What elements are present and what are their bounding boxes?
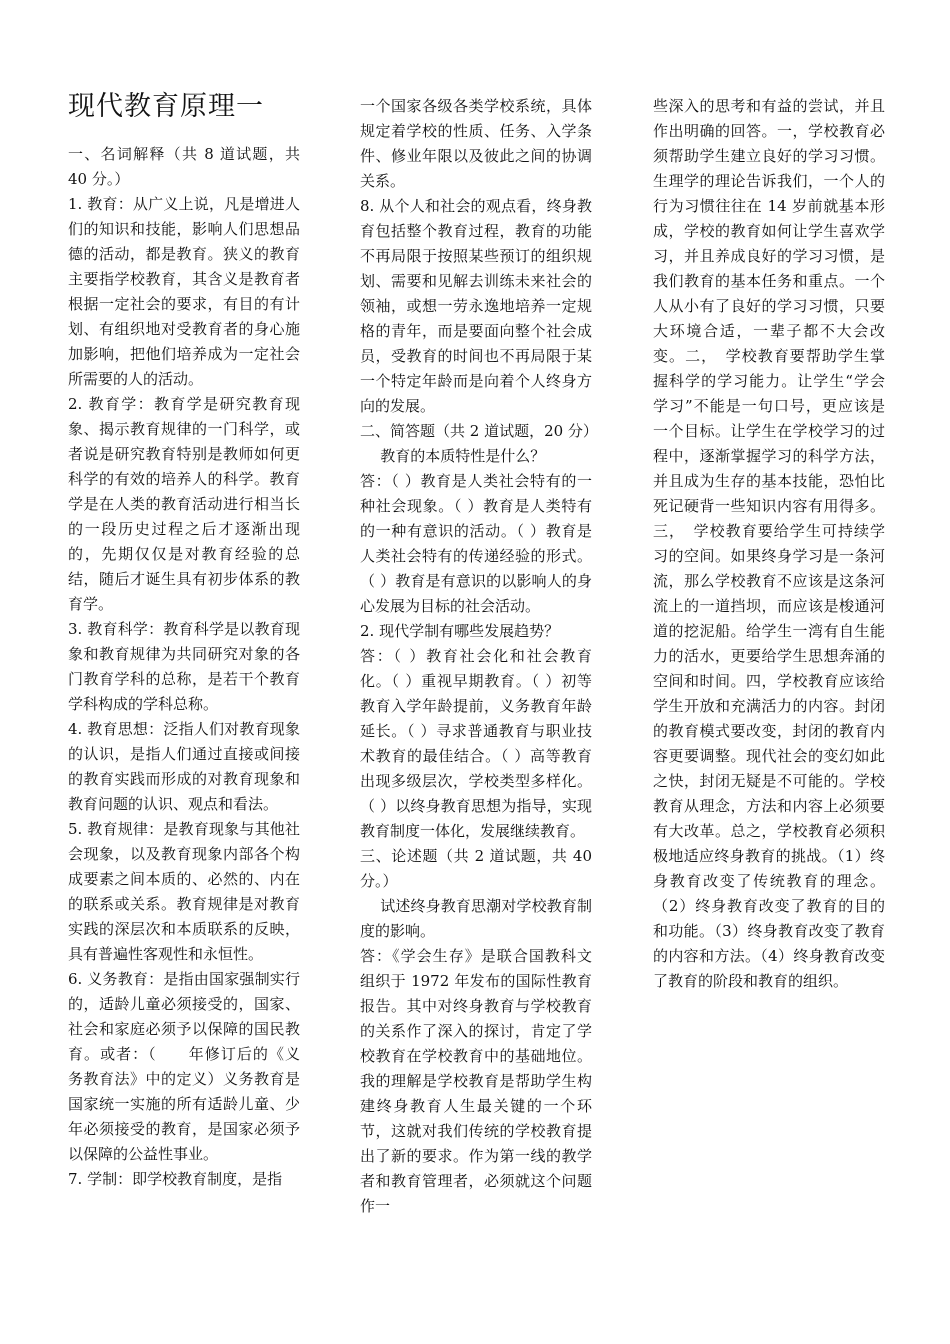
column-3 [653, 94, 885, 994]
answer-1: 答：（ ）教育是人类社会特有的一种社会现象。（ ）教育是人类特有的一种有意识的活动。（ ）教育是人类社会特有的传递经验的形式。（ ）教育是有意识的以影响人的身心发展为目标的社会活动。 [360, 472, 592, 615]
term-7-continued: 一个国家各级各类学校系统，具体规定着学校的性质、任务、入学条件、修业年限以及彼此之间的协调关系。 [360, 97, 592, 190]
term-8-lifelong-education: 8. 从个人和社会的观点看，终身教育包括整个教育过程，教育的功能不再局限于按照某些预订的组织规划、需要和见解去训练未来社会的领袖，或想一劳永逸地培养一定规格的青年，而是要面向整个社会成员，受教育的时间也不再局限于某一个特定年龄而是向着个人终身方向的发展。 [360, 197, 592, 415]
column-2 [360, 94, 598, 1219]
term-6-compulsory-education: 6. 义务教育：是指由国家强制实行的，适龄儿童必须接受的，国家、社会和家庭必须予以保障的国民教育。或者：（ 年修订后的《义务教育法》中的定义）义务教育是国家统一实施的所有适龄儿童、少年必须接受的教育，是国家必须予以保障的公益性事业。 [68, 970, 300, 1163]
answer-2: 答：（ ）教育社会化和社会教育化。（ ）重视早期教育。（ ）初等教育入学年龄提前，义务教育年龄延长。（ ）寻求普通教育与职业技术教育的最佳结合。（ ）高等教育出现多级层次，学校类型多样化。（ ）以终身教育思想为指导，实现教育制度一体化，发展继续教育。 [360, 647, 592, 840]
term-4-education-thought: 4. 教育思想：泛指人们对教育现象的认识，是指人们通过直接或间接的教育实践而形成的对教育现象和教育问题的认识、观点和看法。 [68, 720, 300, 813]
section-heading-essay: 三、论述题（共 2 道试题，共 40 分。） [360, 847, 592, 890]
term-7-school-system: 7. 学制：即学校教育制度，是指 [68, 1170, 283, 1188]
term-1-education: 1. 教育：从广义上说，凡是增进人们的知识和技能，影响人们思想品德的活动，都是教育。狭义的教育主要指学校教育，其含义是教育者根据一定社会的要求，有目的有计划、有组织地对受教育者的身心施加影响，把他们培养成为一定社会所需要的人的活动。 [68, 195, 300, 388]
term-5-education-law: 5. 教育规律：是教育现象与其他社会现象，以及教育现象内部各个构成要素之间本质的、必然的、内在的联系或关系。教育规律是对教育实践的深层次和本质联系的反映，具有普遍性客观性和永恒性。 [68, 820, 300, 963]
essay-answer: 答：《学会生存》是联合国教科文组织于 1972 年发布的国际性教育报告。其中对终身教育与学校教育的关系作了深入的探讨，肯定了学校教育在学校教育中的基础地位。我的理解是学校教育是帮助学生构建终身教育人生最关键的一个环节，这就对我们传统的学校教育提出了新的要求。作为第一线的教学者和教育管理者，必须就这个问题作一 [360, 947, 592, 1215]
section-heading-terms: 一、名词解释（共 8 道试题，共 40 分。） [68, 145, 300, 188]
column-1 [68, 90, 300, 1192]
section-heading-short-answer: 二、简答题（共 2 道试题，20 分） [360, 422, 598, 440]
essay-question: 试述终身教育思潮对学校教育制度的影响。 [360, 897, 592, 940]
essay-answer-continued: 些深入的思考和有益的尝试，并且作出明确的回答。一，学校教育必须帮助学生建立良好的学习习惯。生理学的理论告诉我们，一个人的行为习惯往往在 14 岁前就基本形成，学校的教育如何让学生喜欢学习，并且养成良好的学习习惯，是我们教育的基本任务和重点。一个人从小有了良好的学习习惯，只要大环境合适，一辈子都不大会改变。二， 学校教育要帮助学生掌握科学的学习能力。让学生“学会学习”不能是一句口号，更应该是一个目标。让学生在学校学习的过程中，逐渐掌握学习的科学方法，并且成为生存的基本技能，恐怕比死记硬背一些知识内容有用得多。三， 学校教育要给学生可持续学习的空间。如果终身学习是一条河流，那么学校教育不应该是这条河流上的一道挡坝，而应该是梭通河道的挖泥船。给学生一湾有自生能力的活水，更要给学生思想奔涌的空间和时间。四，学校教育应该给学生开放和充满活力的内容。封闭的教育模式要改变，封闭的教育内容更要调整。现代社会的变幻如此之快，封闭无疑是不可能的。学校教育从理念，方法和内容上必须要有大改革。总之，学校教育必须积极地适应终身教育的挑战。（1）终身教育改变了传统教育的理念。（2）终身教育改变了教育的目的和功能。（3）终身教育改变了教育的内容和方法。（4）终身教育改变了教育的阶段和教育的组织。 [653, 97, 885, 990]
term-3-education-science: 3. 教育科学：教育科学是以教育现象和教育规律为共同研究对象的各门教育学科的总称，是若干个教育学科构成的学科总称。 [68, 620, 300, 713]
document-title: 现代教育原理一 [68, 91, 264, 122]
term-2-pedagogy: 2. 教育学：教育学是研究教育现象、揭示教育规律的一门科学，或者说是研究教育特别是教师如何更科学的有效的培养人的科学。教育学是在人类的教育活动进行相当长的一段历史过程之后才逐渐出现的，先期仅仅是对教育经验的总结，随后才诞生具有初步体系的教育学。 [68, 395, 300, 613]
question-1: 教育的本质特性是什么？ [380, 447, 546, 465]
question-2: 2. 现代学制有哪些发展趋势？ [360, 622, 560, 640]
